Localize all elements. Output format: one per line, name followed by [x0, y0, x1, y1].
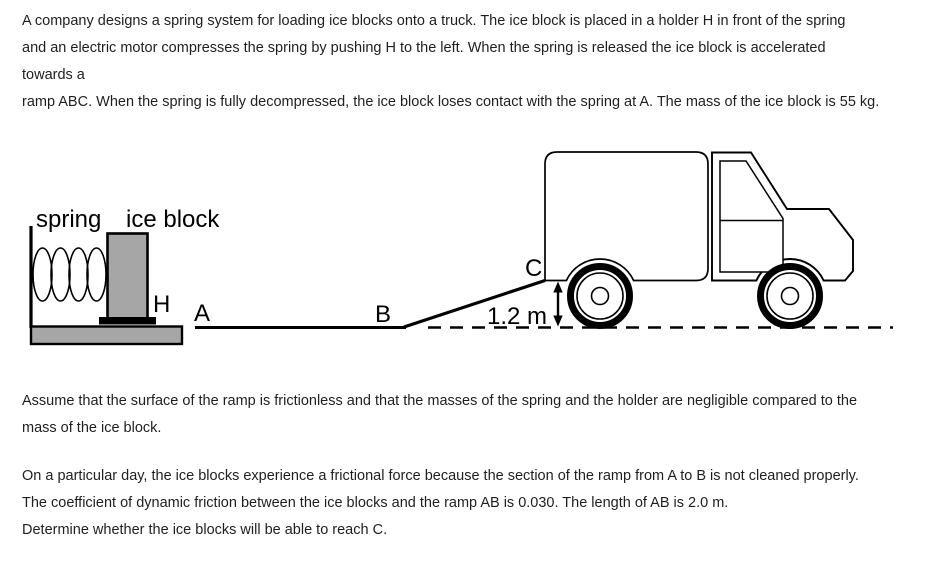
text-line: ramp ABC. When the spring is fully decompressed, the ice block loses contact with the spring at A. The mass of the ice block is 55 kg. [22, 94, 880, 110]
truck-drawing [545, 152, 853, 326]
question-paragraph [22, 463, 859, 544]
text-line: A company designs a spring system for loading ice blocks onto a truck. The ice block is placed in a holder H in front of the spring [22, 13, 846, 29]
text-line: towards a [22, 67, 85, 83]
height-arrow [553, 282, 562, 327]
truck-window [720, 161, 783, 272]
label-holder-h: H [153, 291, 171, 318]
launcher-platform [31, 327, 182, 345]
text-line: On a particular day, the ice blocks experience a frictional force because the section of the ramp from A to B is not cleaned properly. [22, 468, 859, 484]
label-ramp-height: 1.2 m [487, 303, 548, 330]
text-line: Assume that the surface of the ramp is frictionless and that the masses of the spring and the holder are negligible compared to the [22, 393, 858, 409]
text-line: Determine whether the ice blocks will be able to reach C. [22, 522, 388, 538]
text-line: and an electric motor compresses the spring by pushing H to the left. When the spring is released the ice block is accelerated [22, 40, 826, 56]
label-point-c: C [525, 255, 543, 282]
holder-bar [99, 317, 156, 325]
label-point-a: A [194, 300, 211, 327]
rear-wheel [571, 267, 630, 326]
text-line: mass of the ice block. [22, 420, 162, 436]
assumption-paragraph [22, 388, 857, 442]
label-spring: spring [36, 206, 102, 233]
ice-block-shape [108, 234, 148, 319]
truck-cargo-box [545, 152, 708, 281]
text-line: The coefficient of dynamic friction between the ice blocks and the ramp AB is 0.030. The length of AB is 2.0 m. [22, 495, 729, 511]
label-point-b: B [375, 301, 392, 328]
label-ice-block: ice block [126, 206, 220, 233]
front-wheel [761, 267, 820, 326]
spring-coils [33, 248, 106, 301]
